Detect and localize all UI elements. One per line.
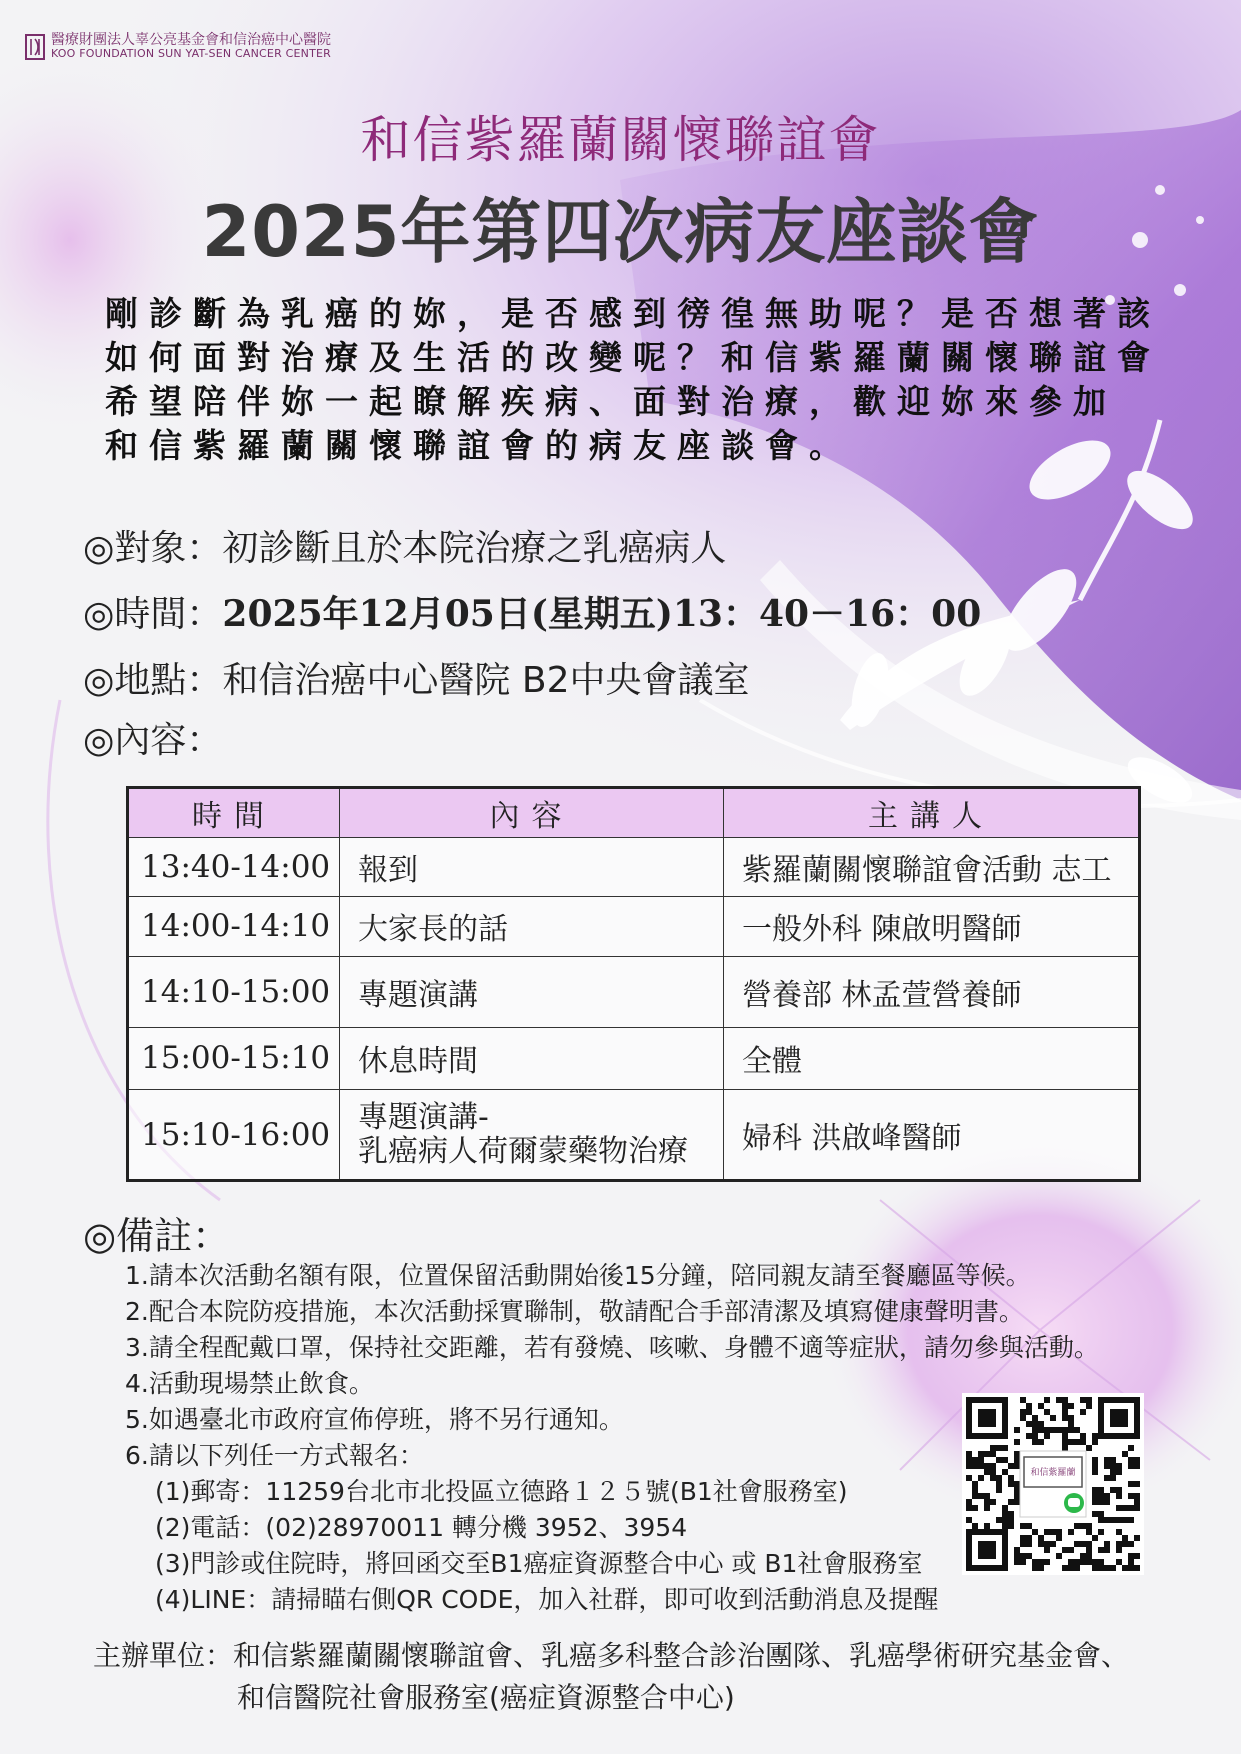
- row-content: [340, 1090, 724, 1181]
- note-item: 2.配合本院防疫措施，本次活動採實聯制，敬請配合手部清潔及填寫健康聲明書。: [125, 1297, 1024, 1326]
- row-speaker: 婦科 洪啟峰醫師: [724, 1090, 1140, 1181]
- note-item: 4.活動現場禁止飲食。: [125, 1369, 374, 1398]
- row-content: 報到: [340, 838, 724, 897]
- intro-line: 剛診斷為乳癌的妳，是否感到徬徨無助呢？是否想著該: [105, 294, 1161, 333]
- note-sub-item: (3)門診或住院時，將回函交至B1癌症資源整合中心 或 B1社會服務室: [155, 1549, 923, 1578]
- qr-center-label: 和信紫羅蘭: [1030, 1468, 1076, 1478]
- row-content-line1: 專題演講-: [358, 1099, 489, 1135]
- line-qr-code[interactable]: [962, 1393, 1144, 1575]
- schedule-header-speaker: 主講人: [724, 788, 1140, 838]
- hospital-logo-icon: [25, 34, 45, 60]
- schedule-table: [126, 786, 1141, 1182]
- info-time-value: 2025年12月05日(星期五)13：40－16：00: [222, 593, 982, 635]
- organizer-line: 和信醫院社會服務室(癌症資源整合中心): [237, 1681, 735, 1714]
- note-sub-item: (4)LINE：請掃瞄右側QR CODE，加入社群，即可收到活動消息及提醒: [155, 1585, 939, 1614]
- table-row: [128, 1090, 1140, 1181]
- event-title: 2025年第四次病友座談會: [201, 191, 1040, 273]
- row-content: 專題演講: [340, 957, 724, 1028]
- note-item: 1.請本次活動名額有限，位置保留活動開始後15分鐘，陪同親友請至餐廳區等候。: [125, 1261, 1031, 1290]
- info-place-value: 和信治癌中心醫院 B2中央會議室: [222, 660, 750, 701]
- schedule-header-row: [128, 788, 1140, 838]
- qr-code-icon: [962, 1393, 1144, 1575]
- org-name-en: KOO FOUNDATION SUN YAT-SEN CANCER CENTER: [51, 47, 331, 60]
- organizer-line: 主辦單位：和信紫羅蘭關懷聯誼會、乳癌多科整合診治團隊、乳癌學術研究基金會、: [93, 1639, 1130, 1672]
- row-content: 大家長的話: [340, 896, 724, 957]
- row-time: 14:00-14:10: [128, 896, 340, 957]
- info-target: [83, 520, 726, 571]
- info-time: [83, 586, 981, 637]
- schedule-header-time: 時間: [128, 788, 340, 838]
- table-row: [128, 1027, 1140, 1090]
- org-name-zh: 醫療財團法人辜公亮基金會和信治癌中心醫院: [51, 32, 331, 48]
- club-title: 和信紫羅蘭關懷聯誼會: [360, 111, 881, 169]
- hospital-logo: [25, 33, 331, 60]
- table-row: [128, 957, 1140, 1028]
- note-item: 5.如遇臺北市政府宣佈停班，將不另行通知。: [125, 1405, 624, 1434]
- row-speaker: 一般外科 陳啟明醫師: [724, 896, 1140, 957]
- info-target-value: 初診斷且於本院治療之乳癌病人: [222, 528, 727, 569]
- row-time: 13:40-14:00: [128, 838, 340, 897]
- table-row: [128, 896, 1140, 957]
- intro-line: 如何面對治療及生活的改變呢？和信紫羅蘭關懷聯誼會: [105, 338, 1161, 377]
- note-sub-item: (1)郵寄：11259台北市北投區立德路１２５號(B1社會服務室): [155, 1477, 848, 1506]
- row-speaker: 紫羅蘭關懷聯誼會活動 志工: [724, 838, 1140, 897]
- info-content-label: ◎內容：: [83, 720, 223, 761]
- intro-line: 和信紫羅蘭關懷聯誼會的病友座談會。: [105, 426, 853, 465]
- info-target-label: ◎對象：: [83, 528, 223, 569]
- notes-title: ◎備註：: [83, 1214, 231, 1258]
- intro-line: 希望陪伴妳一起瞭解疾病、面對治療，歡迎妳來參加: [105, 382, 1117, 421]
- note-item: 6.請以下列任一方式報名：: [125, 1441, 424, 1470]
- row-speaker: 全體: [724, 1027, 1140, 1090]
- row-time: 14:10-15:00: [128, 957, 340, 1028]
- note-item: 3.請全程配戴口罩，保持社交距離，若有發燒、咳嗽、身體不適等症狀，請勿參與活動。: [125, 1333, 1099, 1362]
- intro-paragraph: [105, 292, 1165, 468]
- schedule-header-content: 內容: [340, 788, 724, 838]
- info-time-label: ◎時間：: [83, 594, 223, 635]
- note-sub-item: (2)電話：(02)28970011 轉分機 3952、3954: [155, 1513, 688, 1542]
- row-content: 休息時間: [340, 1027, 724, 1090]
- info-place: [83, 652, 749, 703]
- table-row: [128, 838, 1140, 897]
- organizer-block: [93, 1635, 1213, 1719]
- row-time: 15:00-15:10: [128, 1027, 340, 1090]
- row-content-line2: 乳癌病人荷爾蒙藥物治療: [358, 1133, 688, 1169]
- info-place-label: ◎地點：: [83, 660, 223, 701]
- row-time: 15:10-16:00: [128, 1090, 340, 1181]
- row-speaker: 營養部 林孟萱營養師: [724, 957, 1140, 1028]
